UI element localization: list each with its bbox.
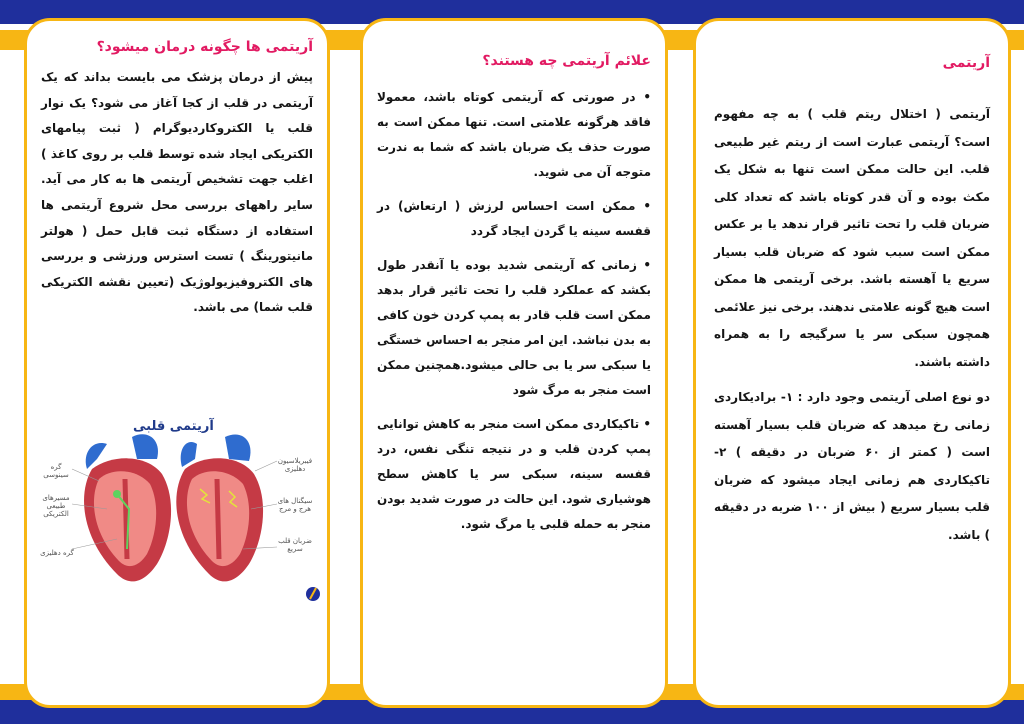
symptom-item: • تاکیکاردی ممکن است منجر به کاهش توانایی پمپ کردن قلب و در نتیجه تنگی نفس، درد قفسه سینه، سبکی سر یا کاهش سطح هوشیاری شود. این حالت در صورت شدید بودن منجر به حمله قلبی یا مرگ شود. <box>376 417 651 531</box>
label-pathways: مسیرهای طبیعی الکتریکی <box>42 494 70 518</box>
symptoms-panel <box>360 18 668 708</box>
symptoms-title: علائم آریتمی چه هستند؟ <box>482 53 651 69</box>
treatment-panel <box>24 18 330 708</box>
label-sa-node: گره سینوسی <box>43 463 69 479</box>
types-paragraph: دو نوع اصلی آریتمی وجود دارد : ۱- برادیکاردی زمانی رخ میدهد که ضربان قلب بسیار آهسته است ( کمتر از ۶۰ ضربان در دقیقه ) ۲- تاکیکاردی هم زمانی ایجاد میشود که ضربان قلب بسیار سریع ( بیش از ۱۰۰ ضربه در دقیقه ) باشد. <box>714 390 990 542</box>
symptom-item: • زمانی که آریتمی شدید بوده یا آنقدر طول بکشد که عملکرد قلب را تحت تاثیر قرار بدهد ممکن است قلب قادر به پمپ کردن خون کافی به بدن نباشد. این امر منجر به احساس خستگی یا سبکی سر یا بی حالی میشود.همچنین ممکن است منجر به مرگ شود <box>377 258 651 397</box>
label-chaotic-signals: سیگنال های هرج و مرج <box>277 497 313 513</box>
symptom-item: • در صورتی که آریتمی کوتاه باشد، معمولا فاقد هرگونه علامتی است. تنها ممکن است به صورت حذف یک ضربان باشد که شما به ندرت متوجه آن می شوید. <box>377 90 651 179</box>
heart-arrhythmia-figure <box>37 399 322 627</box>
treatment-title: آریتمی ها چگونه درمان میشود؟ <box>96 39 313 55</box>
symptoms-list <box>377 85 651 546</box>
label-av-node: گره دهلیزی <box>40 549 74 557</box>
arrhythmic-heart-drawing <box>176 434 263 581</box>
intro-text <box>714 101 990 557</box>
intro-paragraph: آریتمی ( اختلال ریتم قلب ) به چه مفهوم است؟ آریتمی عبارت است از ریتم غیر طبیعی قلب. این حالت ممکن است تنها به شکل یک مکث بوده و آن قدر کوتاه باشد که تعداد کلی ضربان قلب را تحت تاثیر قرار ندهد یا بر عکس ممکن است سبب شود که ضربان قلب بسیار سریع یا آهسته باشد. برخی آریتمی ها ممکن است هیچ گونه علامتی ندهند. برخی نیز علائمی همچون سبکی سر یا سرگیجه را به همراه داشته باشند. <box>714 107 990 369</box>
label-fast-heartbeat: ضربان قلب سریع <box>278 537 312 553</box>
symptom-item: • ممکن است احساس لرزش ( ارتعاش) در قفسه سینه یا گردن ایجاد گردد <box>377 199 651 238</box>
label-fibrillation: فیبریلاسیون دهلیزی <box>277 457 313 473</box>
figure-title: آریتمی قلبی <box>133 419 214 434</box>
intro-title: آریتمی <box>942 55 990 71</box>
arrhythmia-intro-panel <box>693 18 1011 708</box>
treatment-text: پیش از درمان پزشک می بایست بداند که یک آریتمی در قلب از کجا آغاز می شود؟ یک نوار قلب یا الکتروکاردیوگرام ( ثبت پیامهای الکتریکی ایجاد شده توسط قلب بر روی کاغذ ) اغلب جهت تشخیص آریتمی ها به کار می آید. سایر راههای بررسی محل شروع آریتمی ها استفاده از دستگاه ثبت قابل حمل ( هولتر مانیتورینگ ) تست استرس ورزشی و بررسی های الکتروفیزیولوژیک (تعیین نقشه الکتریکی قلب شما) می باشد. <box>41 70 313 315</box>
